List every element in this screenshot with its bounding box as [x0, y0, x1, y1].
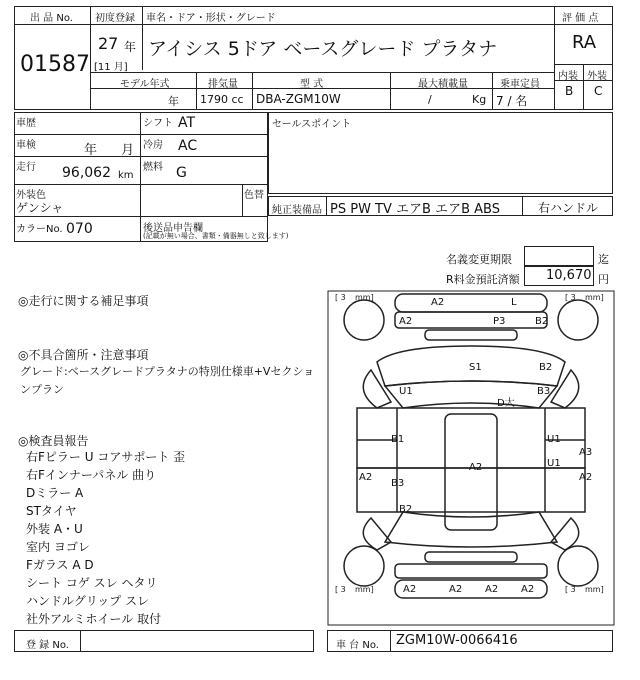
shift-value: AT — [178, 115, 196, 131]
repaint-label: 色替 — [244, 190, 264, 201]
chassis-value: ZGM10W-0066416 — [396, 633, 518, 648]
inspector-line-10: 社外アルミホイール 取付 — [26, 612, 162, 626]
inspector-line-4: STタイヤ — [26, 504, 77, 518]
mark-fender-b3: B3 — [537, 386, 551, 397]
car-damage-diagram — [327, 290, 615, 626]
inspector-line-9: ハンドルグリップ スレ — [26, 594, 150, 608]
ext-color-value: ゲンシャ — [16, 201, 64, 215]
mark-bumper-p3: P3 — [493, 316, 506, 327]
max-load-value: / — [428, 93, 432, 106]
fuel-value: G — [176, 165, 187, 181]
rating-value: RA — [572, 32, 597, 53]
ac-value: AC — [178, 138, 198, 154]
defects-heading: ◎不具合箇所・注意事項 — [18, 348, 149, 362]
inspection-label: 車検 — [16, 140, 36, 151]
model-year-unit: 年 — [168, 95, 179, 108]
ac-label: 冷房 — [143, 140, 163, 151]
ext-color-label: 外装色 — [16, 190, 46, 201]
mark-rear-a2-2: A2 — [449, 584, 463, 595]
wheel-rear-right — [558, 546, 598, 586]
mark-side-a2-r: A2 — [579, 472, 593, 483]
aftermarket-label: 後送品申告欄 — [143, 223, 203, 234]
first-reg-year: 27 — [98, 34, 119, 53]
name-change-label: 名義変更期限 — [446, 253, 512, 266]
mark-side-a3-r: A3 — [579, 447, 593, 458]
mileage-value: 96,062 — [62, 165, 111, 181]
first-reg-month: [11 月] — [94, 62, 128, 73]
mark-fender-b2: B2 — [539, 362, 553, 373]
tire-depth-unit-rr: mm] — [585, 585, 604, 594]
inspector-line-5: 外装 A・U — [26, 522, 83, 536]
equipment-value: PS PW TV エアB エアB ABS — [330, 202, 500, 217]
model-year-label: モデル年式 — [120, 79, 170, 90]
exterior-label: 外装 — [587, 71, 607, 82]
inspection-value: 年 月 — [84, 143, 135, 158]
history-label: 車歴 — [16, 118, 36, 129]
mark-roof-a2: A2 — [469, 462, 483, 473]
mileage-unit: km — [118, 170, 134, 181]
mark-glass-d: D大 — [497, 398, 515, 409]
mark-rear-a2-4: A2 — [521, 584, 535, 595]
name-change-unit: 迄 — [598, 253, 609, 266]
steering-value: 右ハンドル — [538, 201, 599, 215]
inspector-line-6: 室内 ヨゴレ — [26, 540, 90, 554]
mark-rear-a2-1: A2 — [403, 584, 417, 595]
first-reg-year-unit: 年 — [124, 40, 137, 54]
exterior-grade: C — [594, 84, 603, 98]
aftermarket-note: (記載が無い場合、書類・備器無しと致します) — [143, 232, 289, 240]
sales-point-label: セールスポイント — [272, 119, 352, 130]
interior-label: 内装 — [558, 71, 578, 82]
mileage-label: 走行 — [16, 162, 36, 173]
chassis-label: 車 台 No. — [336, 640, 379, 651]
mark-quarter-b2-l: B2 — [399, 504, 413, 515]
wheel-rear-left — [344, 546, 384, 586]
tire-depth-rear-right: [ 3 — [565, 585, 576, 594]
mark-door-b3-l: B3 — [391, 478, 405, 489]
inspector-line-8: シート コゲ スレ ヘタリ — [26, 576, 158, 590]
mark-fender-u1: U1 — [399, 386, 413, 397]
rating-label: 評 価 点 — [562, 13, 599, 24]
max-load-label: 最大積載量 — [418, 79, 468, 90]
mark-side-a2-l: A2 — [359, 472, 373, 483]
model-label: 車名・ドア・形状・グレード — [146, 13, 276, 24]
type-value: DBA-ZGM10W — [256, 92, 341, 106]
mark-front-a2: A2 — [431, 297, 445, 308]
wheel-front-left — [344, 300, 384, 340]
recycle-value: 10,670 — [546, 268, 592, 283]
mark-door-u1-r: U1 — [547, 434, 561, 445]
mark-hood-s1: S1 — [469, 362, 482, 373]
tire-depth-unit-fl: mm] — [355, 293, 374, 302]
lot-number: 01587 — [20, 52, 90, 77]
mark-bumper-a2: A2 — [399, 316, 413, 327]
displacement-value: 1790 cc — [200, 93, 244, 106]
capacity-value: 7 / 名 — [496, 94, 528, 108]
color-no-value: 070 — [66, 221, 93, 237]
fuel-label: 燃料 — [143, 162, 163, 173]
defects-line-1: グレード:ベースグレードプラタナの特別仕様車+Vセクショ — [20, 365, 315, 378]
lot-label: 出 品 No. — [30, 13, 73, 24]
defects-line-2: ンプラン — [20, 383, 64, 396]
tire-depth-unit-rl: mm] — [355, 585, 374, 594]
car-name: アイシス 5ドア ベースグレード プラタナ — [148, 38, 498, 60]
inspector-line-3: Dミラー A — [26, 486, 84, 500]
max-load-unit: Kg — [472, 93, 487, 106]
inspector-line-7: Fガラス A D — [26, 558, 94, 572]
inspector-heading: ◎検査員報告 — [18, 434, 89, 448]
tire-depth-unit-fr: mm] — [585, 293, 604, 302]
tire-depth-front-left: [ 3 — [335, 293, 346, 302]
inspector-line-1: 右Fピラー U コアサポート 歪 — [26, 450, 186, 464]
tire-depth-front-right: [ 3 — [565, 293, 576, 302]
mark-rear-a2-3: A2 — [485, 584, 499, 595]
mark-door-u1-r2: U1 — [547, 458, 561, 469]
reg-label: 初度登録 — [95, 13, 135, 24]
wheel-front-right — [558, 300, 598, 340]
type-label: 型 式 — [300, 79, 324, 90]
driving-heading: ◎走行に関する補足事項 — [18, 294, 149, 308]
color-no-label: カラーNo. — [16, 224, 63, 235]
mark-door-b1-l: B1 — [391, 434, 405, 445]
interior-grade: B — [565, 84, 574, 98]
displacement-label: 排気量 — [208, 79, 238, 90]
name-change-box — [524, 246, 594, 266]
shift-label: シフト — [143, 118, 173, 129]
mark-bumper-b2: B2 — [535, 316, 549, 327]
recycle-label: R料金預託済額 — [446, 273, 520, 286]
equipment-label: 純正装備品 — [272, 205, 322, 216]
capacity-label: 乗車定員 — [500, 79, 540, 90]
tire-depth-rear-left: [ 3 — [335, 585, 346, 594]
registration-label: 登 録 No. — [26, 640, 69, 651]
mark-front-l: L — [511, 297, 517, 308]
recycle-unit: 円 — [598, 273, 609, 286]
inspector-line-2: 右Fインナーパネル 曲り — [26, 468, 157, 482]
